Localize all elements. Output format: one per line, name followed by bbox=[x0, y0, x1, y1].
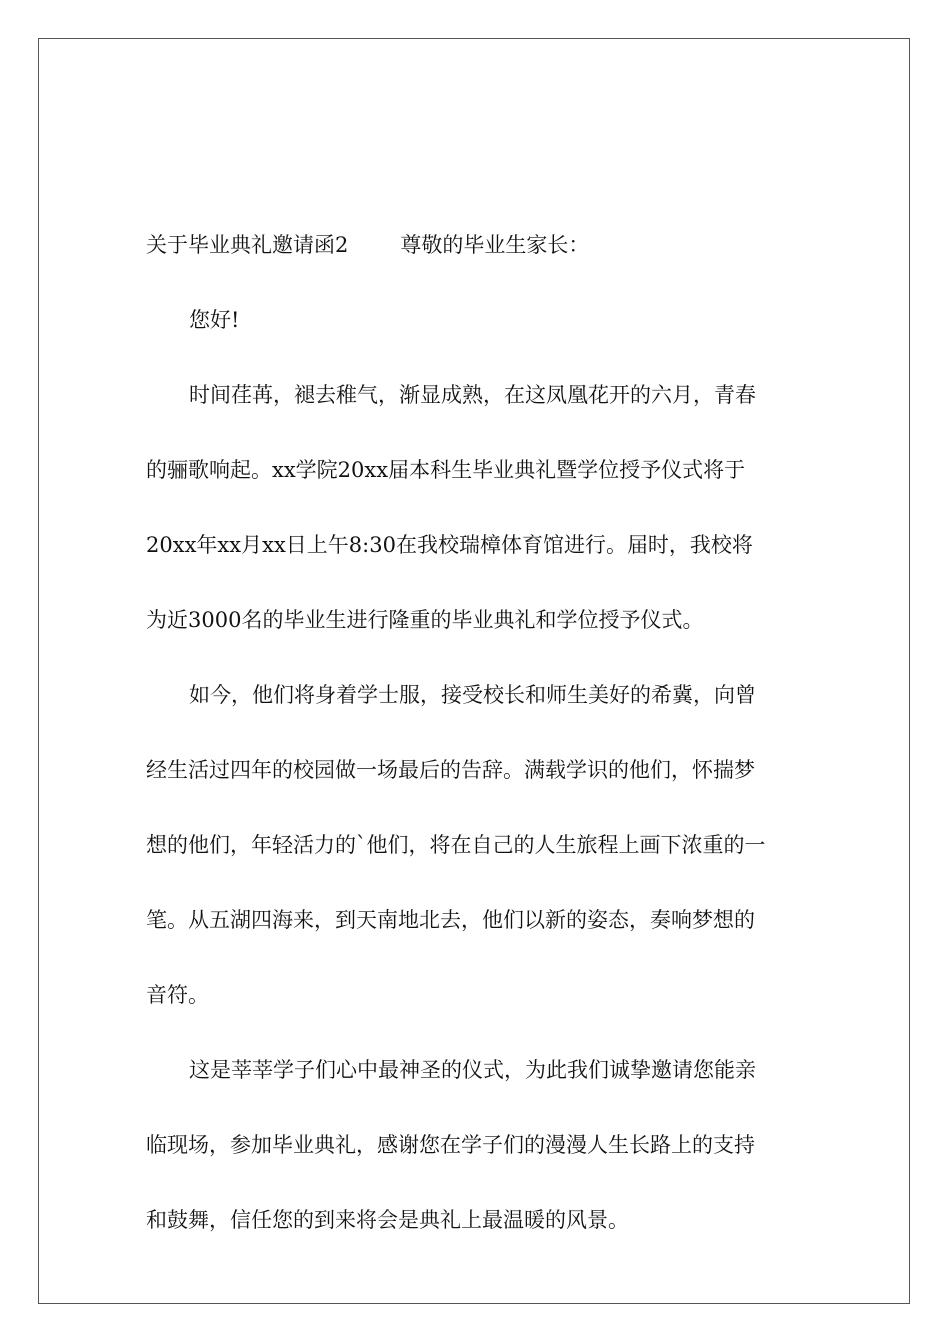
paragraph-3-line-1: 这是莘莘学子们心中最神圣的仪式，为此我们诚挚邀请您能亲 bbox=[189, 1058, 756, 1082]
paragraph-3-line-2: 临现场，参加毕业典礼，感谢您在学子们的漫漫人生长路上的支持 bbox=[146, 1133, 755, 1157]
paragraph-1-line-2: 的骊歌响起。xx学院20xx届本科生毕业典礼暨学位授予仪式将于 bbox=[146, 458, 746, 482]
paragraph-1-line-3: 20xx年xx月xx日上午8:30在我校瑞樟体育馆进行。届时，我校将 bbox=[146, 533, 753, 557]
salutation: 尊敬的毕业生家长： bbox=[400, 233, 590, 257]
paragraph-2-line-4: 笔。从五湖四海来，到天南地北去，他们以新的姿态，奏响梦想的 bbox=[146, 908, 755, 932]
paragraph-3-line-3: 和鼓舞，信任您的到来将会是典礼上最温暖的风景。 bbox=[146, 1208, 629, 1232]
paragraph-2-line-3: 想的他们，年轻活力的`他们，将在自己的人生旅程上画下浓重的一 bbox=[146, 833, 766, 857]
paragraph-1-line-1: 时间荏苒，褪去稚气，渐显成熟，在这凤凰花开的六月，青春 bbox=[189, 383, 756, 407]
document-title: 关于毕业典礼邀请函2 bbox=[146, 233, 349, 257]
paragraph-2-line-2: 经生活过四年的校园做一场最后的告辞。满载学识的他们，怀揣梦 bbox=[146, 758, 755, 782]
paragraph-2-line-1: 如今，他们将身着学士服，接受校长和师生美好的希冀，向曾 bbox=[189, 683, 756, 707]
greeting: 您好! bbox=[189, 308, 240, 332]
document-body bbox=[146, 208, 808, 1258]
title-line bbox=[146, 208, 808, 283]
paragraph-1-line-4: 为近3000名的毕业生进行隆重的毕业典礼和学位授予仪式。 bbox=[146, 608, 704, 632]
paragraph-2-line-5: 音符。 bbox=[146, 983, 209, 1007]
